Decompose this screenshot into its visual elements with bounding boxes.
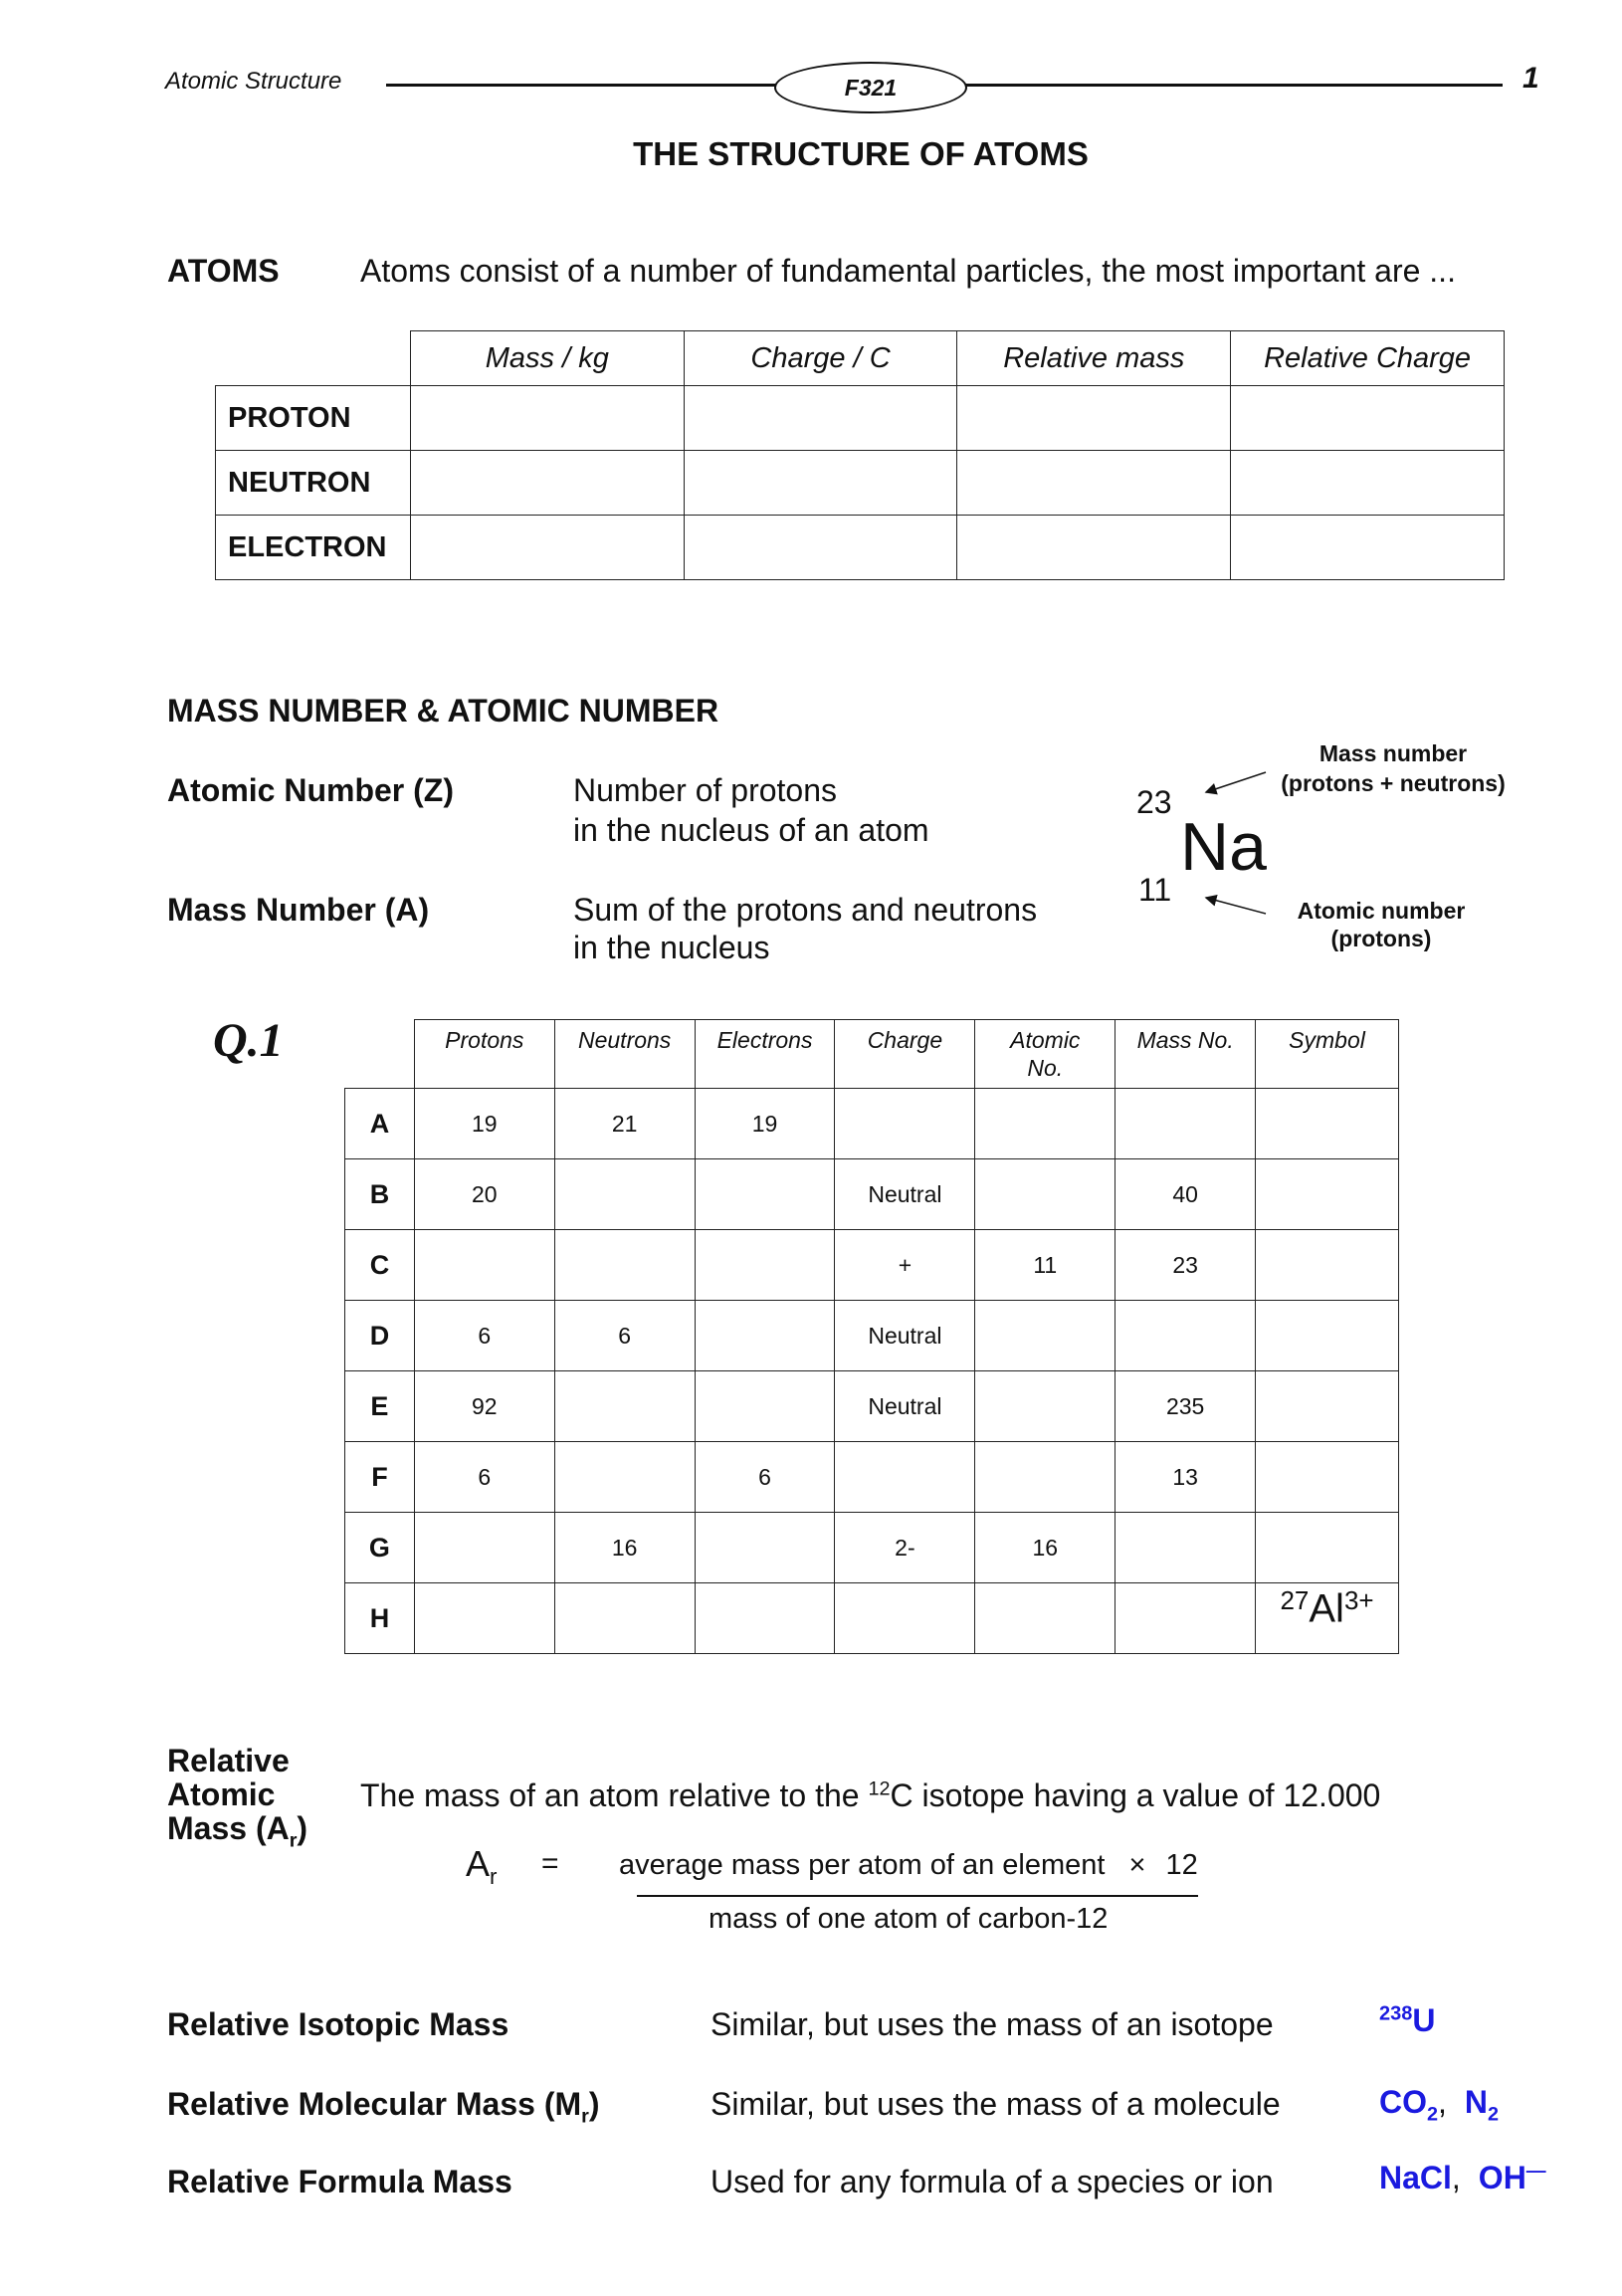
molecular-example-1: CO xyxy=(1379,2084,1427,2120)
answer-cell[interactable] xyxy=(695,1301,835,1371)
answer-cell[interactable]: 13 xyxy=(1115,1442,1256,1513)
answer-cell[interactable]: 92 xyxy=(414,1371,554,1442)
atomic-number-label: Atomic Number (Z) xyxy=(167,772,454,808)
mass-number-caption-2: (protons + neutrons) xyxy=(1281,770,1506,796)
na-arrows-icon xyxy=(1194,766,1274,916)
row-label: ELECTRON xyxy=(216,516,411,580)
ram-definition-sup: 12 xyxy=(868,1777,891,1800)
answer-cell[interactable] xyxy=(1115,1583,1256,1654)
column-header: Relative mass xyxy=(957,331,1231,386)
column-header: Electrons xyxy=(695,1020,835,1089)
symbol-element: Al xyxy=(1309,1586,1344,1631)
particles-table-header xyxy=(216,331,1505,386)
na-symbol: Na xyxy=(1180,809,1267,885)
answer-cell[interactable] xyxy=(835,1089,975,1159)
column-header: Neutrons xyxy=(554,1020,695,1089)
answer-cell[interactable]: 11 xyxy=(975,1230,1115,1301)
row-label: E xyxy=(345,1371,415,1442)
answer-cell[interactable] xyxy=(414,1583,554,1654)
answer-cell[interactable] xyxy=(554,1442,695,1513)
molecular-mass-text: Similar, but uses the mass of a molecule xyxy=(710,2086,1281,2122)
column-header: Mass No. xyxy=(1115,1020,1256,1089)
table-row xyxy=(345,1159,1399,1230)
answer-cell[interactable] xyxy=(975,1442,1115,1513)
formula-mass-text: Used for any formula of a species or ion xyxy=(710,2164,1274,2199)
ram-label-line1: Relative xyxy=(167,1743,290,1778)
mass-number-caption-1: Mass number xyxy=(1318,740,1468,766)
table-row xyxy=(345,1230,1399,1301)
answer-cell[interactable] xyxy=(410,386,684,451)
column-header: Charge / C xyxy=(684,331,957,386)
row-label: G xyxy=(345,1513,415,1583)
answer-cell[interactable] xyxy=(1256,1230,1399,1301)
answer-cell[interactable] xyxy=(684,516,957,580)
question-table-header xyxy=(345,1020,1399,1089)
answer-cell[interactable]: + xyxy=(835,1230,975,1301)
answer-cell[interactable] xyxy=(1115,1513,1256,1583)
column-header: Mass / kg xyxy=(410,331,684,386)
answer-cell[interactable] xyxy=(975,1089,1115,1159)
formula-times: × xyxy=(1128,1849,1146,1881)
ram-label-line3 xyxy=(167,1811,307,1857)
formula-equals: = xyxy=(541,1847,559,1880)
atomic-number-line1: Number of protons xyxy=(573,772,838,808)
row-label: H xyxy=(345,1583,415,1654)
table-corner xyxy=(345,1020,415,1089)
answer-cell[interactable] xyxy=(554,1230,695,1301)
table-row xyxy=(345,1513,1399,1583)
molecular-examples xyxy=(1379,2084,1499,2126)
answer-cell[interactable] xyxy=(695,1159,835,1230)
header-code-badge xyxy=(774,62,967,113)
answer-cell[interactable] xyxy=(554,1371,695,1442)
row-label: NEUTRON xyxy=(216,451,411,516)
molecular-mass-label-end: ) xyxy=(588,2086,600,2122)
answer-cell[interactable]: 235 xyxy=(1115,1371,1256,1442)
formula-example-1: NaCl xyxy=(1379,2160,1452,2195)
fraction-line xyxy=(637,1895,1198,1897)
answer-cell[interactable] xyxy=(975,1159,1115,1230)
symbol-mass-sup: 27 xyxy=(1280,1585,1310,1615)
answer-cell[interactable]: 20 xyxy=(414,1159,554,1230)
answer-cell[interactable]: 21 xyxy=(554,1089,695,1159)
atomic-number-caption-2: (protons) xyxy=(1330,926,1432,951)
answer-cell[interactable] xyxy=(1256,1301,1399,1371)
molecular-mass-label-sub: r xyxy=(581,2105,589,2128)
answer-cell[interactable] xyxy=(1231,451,1505,516)
formula-lhs xyxy=(466,1843,497,1890)
answer-cell[interactable] xyxy=(684,386,957,451)
answer-cell[interactable]: 40 xyxy=(1115,1159,1256,1230)
table-row xyxy=(216,516,1505,580)
table-row xyxy=(216,451,1505,516)
answer-cell[interactable] xyxy=(957,516,1231,580)
formula-example-2-sup: — xyxy=(1525,2160,1546,2183)
column-header: Atomic No. xyxy=(975,1020,1115,1089)
answer-cell[interactable]: Neutral xyxy=(835,1301,975,1371)
answer-cell[interactable]: 6 xyxy=(414,1301,554,1371)
formula-numerator-text: average mass per atom of an element xyxy=(619,1849,1106,1881)
answer-cell[interactable]: 19 xyxy=(695,1089,835,1159)
column-header: Relative Charge xyxy=(1231,331,1505,386)
table-row xyxy=(345,1583,1399,1654)
answer-cell[interactable] xyxy=(975,1583,1115,1654)
table-corner xyxy=(216,331,411,386)
answer-cell[interactable] xyxy=(410,451,684,516)
answer-cell[interactable] xyxy=(835,1583,975,1654)
row-label: A xyxy=(345,1089,415,1159)
molecular-example-2: N xyxy=(1464,2084,1489,2120)
particles-table xyxy=(215,330,1505,580)
row-label: B xyxy=(345,1159,415,1230)
atomic-number-line2: in the nucleus of an atom xyxy=(573,812,929,848)
table-row xyxy=(345,1442,1399,1513)
table-row xyxy=(345,1089,1399,1159)
formula-separator: , xyxy=(1451,2160,1461,2195)
row-label: PROTON xyxy=(216,386,411,451)
formula-lhs-sub: r xyxy=(490,1864,498,1890)
isotopic-example xyxy=(1379,2002,1435,2039)
isotopic-example-symbol: U xyxy=(1412,2002,1436,2038)
answer-cell[interactable] xyxy=(1256,1583,1399,1654)
answer-cell[interactable]: 2- xyxy=(835,1513,975,1583)
answer-cell[interactable] xyxy=(410,516,684,580)
table-row xyxy=(345,1301,1399,1371)
answer-cell[interactable]: 6 xyxy=(414,1442,554,1513)
ram-label-end: ) xyxy=(297,1810,308,1846)
answer-cell[interactable] xyxy=(695,1371,835,1442)
answer-cell[interactable]: 19 xyxy=(414,1089,554,1159)
column-header: Symbol xyxy=(1256,1020,1399,1089)
na-atomic-number: 11 xyxy=(1138,872,1172,908)
isotopic-mass-label: Relative Isotopic Mass xyxy=(167,2006,509,2042)
answer-cell[interactable] xyxy=(1256,1442,1399,1513)
formula-lhs-text: A xyxy=(466,1843,491,1884)
atoms-description: Atoms consist of a number of fundamental particles, the most important are ... xyxy=(360,253,1456,289)
isotopic-mass-text: Similar, but uses the mass of an isotope xyxy=(710,2006,1274,2042)
na-mass-number: 23 xyxy=(1136,784,1172,820)
formula-numerator xyxy=(619,1849,1198,1882)
formula-examples xyxy=(1379,2160,1546,2196)
answer-cell[interactable]: 23 xyxy=(1115,1230,1256,1301)
answer-cell[interactable] xyxy=(1115,1089,1256,1159)
answer-cell[interactable] xyxy=(684,451,957,516)
ram-definition-post: C isotope having a value of 12.000 xyxy=(890,1777,1381,1813)
answer-cell[interactable] xyxy=(414,1513,554,1583)
answer-cell[interactable]: Neutral xyxy=(835,1371,975,1442)
answer-cell[interactable] xyxy=(695,1513,835,1583)
answer-cell[interactable] xyxy=(975,1371,1115,1442)
page-title: THE STRUCTURE OF ATOMS xyxy=(633,135,1089,172)
answer-cell[interactable]: 16 xyxy=(554,1513,695,1583)
answer-cell[interactable] xyxy=(1256,1089,1399,1159)
ram-definition-pre: The mass of an atom relative to the xyxy=(360,1777,869,1813)
answer-cell[interactable] xyxy=(554,1159,695,1230)
row-label: D xyxy=(345,1301,415,1371)
mass-section-heading: MASS NUMBER & ATOMIC NUMBER xyxy=(167,693,719,729)
answer-cell[interactable] xyxy=(1256,1159,1399,1230)
mass-number-line2: in the nucleus xyxy=(573,930,770,965)
answer-cell[interactable] xyxy=(695,1230,835,1301)
answer-cell[interactable] xyxy=(1115,1301,1256,1371)
table-row xyxy=(216,386,1505,451)
formula-example-2: OH xyxy=(1478,2160,1526,2195)
column-header: Protons xyxy=(414,1020,554,1089)
column-header: Charge xyxy=(835,1020,975,1089)
formula-mass-label: Relative Formula Mass xyxy=(167,2164,512,2199)
answer-cell[interactable] xyxy=(835,1442,975,1513)
molecular-mass-label xyxy=(167,2086,600,2128)
ram-label xyxy=(167,1744,307,1857)
formula-times-value: 12 xyxy=(1165,1849,1198,1881)
answer-cell[interactable] xyxy=(554,1583,695,1654)
page-number: 1 xyxy=(1522,62,1539,95)
atomic-number-caption-1: Atomic number xyxy=(1297,898,1466,924)
answer-cell[interactable] xyxy=(975,1301,1115,1371)
answer-cell[interactable] xyxy=(1231,516,1505,580)
question-label: Q.1 xyxy=(213,1014,284,1067)
molecular-example-1-sub: 2 xyxy=(1427,2103,1439,2126)
answer-cell[interactable] xyxy=(414,1230,554,1301)
ram-label-sub: r xyxy=(289,1829,298,1852)
formula-denominator: mass of one atom of carbon-12 xyxy=(709,1903,1109,1935)
answer-cell[interactable] xyxy=(695,1583,835,1654)
molecular-example-2-sub: 2 xyxy=(1488,2103,1500,2126)
answer-cell[interactable] xyxy=(957,451,1231,516)
atoms-label: ATOMS xyxy=(167,253,280,289)
row-label: C xyxy=(345,1230,415,1301)
answer-cell[interactable] xyxy=(957,386,1231,451)
mass-number-line1: Sum of the protons and neutrons xyxy=(573,892,1038,928)
question-table xyxy=(344,1019,1399,1654)
isotopic-example-sup: 238 xyxy=(1379,2002,1413,2025)
symbol-charge-sup: 3+ xyxy=(1343,1585,1374,1615)
answer-cell[interactable]: 6 xyxy=(554,1301,695,1371)
answer-cell[interactable]: Neutral xyxy=(835,1159,975,1230)
header-code: F321 xyxy=(844,74,898,101)
answer-cell[interactable] xyxy=(1256,1371,1399,1442)
answer-cell[interactable]: 6 xyxy=(695,1442,835,1513)
answer-cell[interactable] xyxy=(1256,1513,1399,1583)
answer-cell[interactable]: 16 xyxy=(975,1513,1115,1583)
ram-label-text: Mass (A xyxy=(167,1810,290,1846)
ram-label-line2: Atomic xyxy=(167,1776,276,1812)
molecular-mass-label-text: Relative Molecular Mass (M xyxy=(167,2086,582,2122)
answer-cell[interactable] xyxy=(1231,386,1505,451)
table-row xyxy=(345,1371,1399,1442)
ram-definition xyxy=(360,1777,1380,1814)
molecular-separator: , xyxy=(1438,2084,1447,2120)
header-section-title: Atomic Structure xyxy=(165,68,342,95)
row-label: F xyxy=(345,1442,415,1513)
mass-number-label: Mass Number (A) xyxy=(167,892,430,928)
